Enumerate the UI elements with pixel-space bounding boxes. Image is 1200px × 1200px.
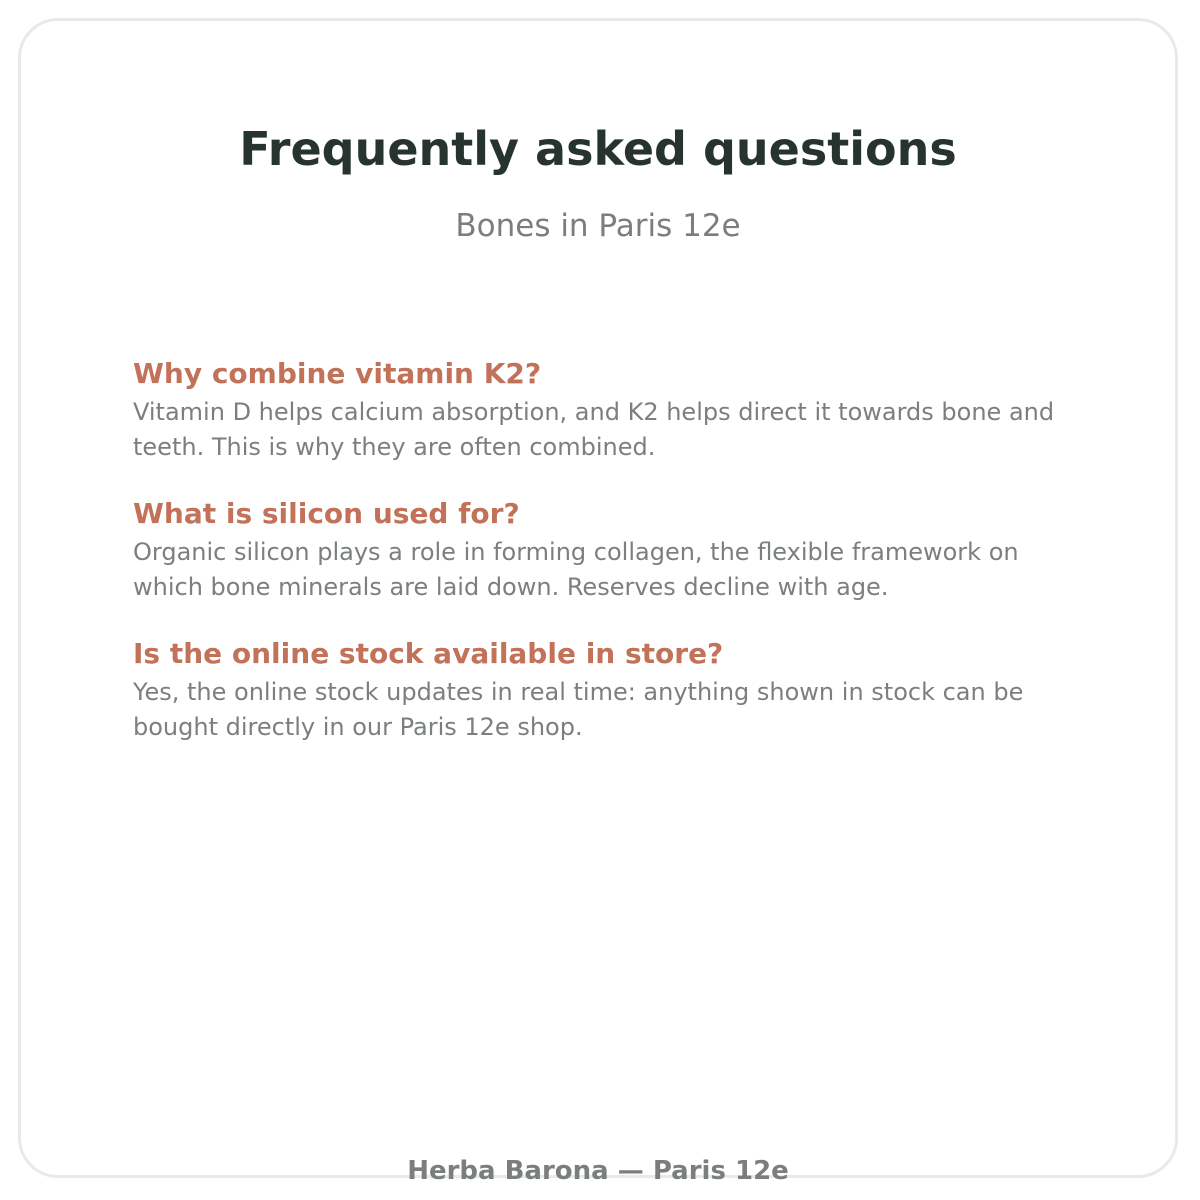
- footer-brand: Herba Barona — Paris 12e: [407, 1156, 789, 1186]
- faq-card: [18, 18, 1178, 1186]
- faq-answer: Vitamin D helps calcium absorption, and K2 helps direct it towards bone and teeth. This is why they are often combined.: [133, 398, 1055, 461]
- faq-item: [133, 633, 1093, 745]
- faq-list: [133, 353, 1093, 773]
- faq-question: What is silicon used for?: [133, 497, 520, 530]
- page-subtitle: Bones in Paris 12e: [455, 208, 741, 244]
- faq-question: Is the online stock available in store?: [133, 637, 724, 670]
- page-title: Frequently asked questions: [239, 122, 957, 176]
- faq-item: [133, 493, 1093, 605]
- faq-item: [133, 353, 1093, 465]
- faq-question: Why combine vitamin K2?: [133, 357, 542, 390]
- faq-answer: Organic silicon plays a role in forming collagen, the flexible framework on which bone minerals are laid down. Reserves decline with age.: [133, 538, 1019, 601]
- faq-answer: Yes, the online stock updates in real time: anything shown in stock can be bought directly in our Paris 12e shop.: [133, 678, 1024, 741]
